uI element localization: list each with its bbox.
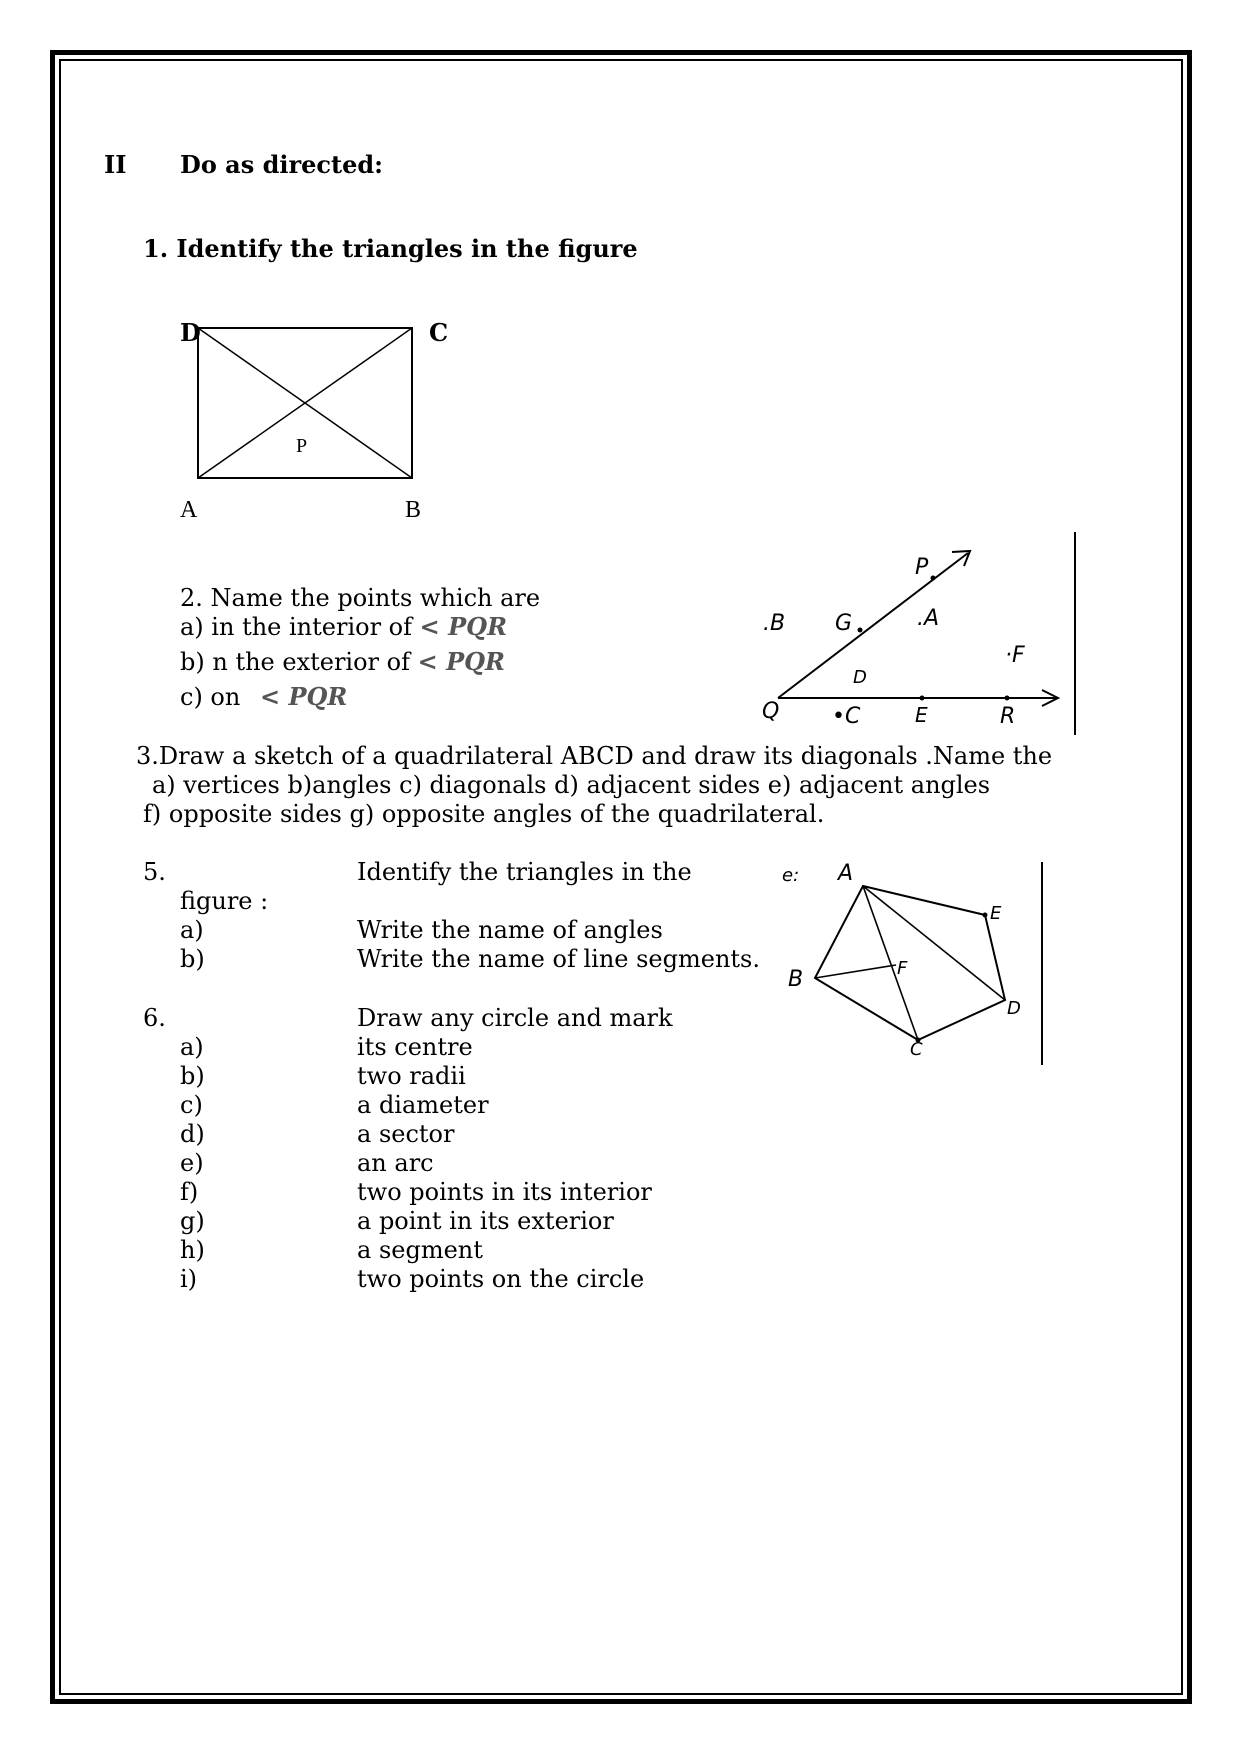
fig-label-a: .A	[917, 606, 940, 631]
q6-item-c-text: a diameter	[357, 1091, 489, 1119]
fig-label-c: •C	[832, 704, 861, 729]
q6-text: Draw any circle and mark	[357, 1004, 673, 1032]
rect-label-b: B	[405, 497, 422, 523]
fig-label-p: P	[915, 555, 929, 580]
q5-number: 5.	[143, 858, 166, 886]
fig-label-r: R	[1000, 704, 1016, 729]
q5-item-b-label: b)	[180, 945, 205, 973]
rect-label-a: A	[180, 497, 198, 523]
q6-item-e-label: e)	[180, 1149, 204, 1177]
pent-prefix: e:	[782, 865, 800, 886]
q6-item-b-text: two radii	[357, 1062, 466, 1090]
q6-item-g-label: g)	[180, 1207, 205, 1235]
rect-label-c: C	[429, 318, 449, 347]
fig-label-q: Q	[762, 699, 780, 724]
fig-label-d: D	[853, 667, 867, 688]
q2-angle-b: < PQR	[417, 647, 506, 676]
section-title: Do as directed:	[180, 150, 384, 179]
q6-item-f-text: two points in its interior	[357, 1178, 652, 1206]
q5-item-b-text: Write the name of line segments.	[357, 945, 760, 973]
q6-item-h-label: h)	[180, 1236, 205, 1264]
fig-label-e: E	[915, 703, 928, 727]
pent-label-f: F	[897, 958, 908, 979]
q5-item-a-text: Write the name of angles	[357, 916, 663, 944]
fig-label-f: ·F	[1005, 643, 1025, 668]
pent-label-d: D	[1007, 998, 1021, 1019]
fig-label-g: G	[835, 611, 853, 636]
q6-item-a-text: its centre	[357, 1033, 473, 1061]
q6-item-d-label: d)	[180, 1120, 205, 1148]
q6-item-c-label: c)	[180, 1091, 203, 1119]
q2-line-a-text: a) in the interior of	[180, 613, 413, 641]
fig-label-b: .B	[763, 611, 786, 636]
q3-line-1: 3.Draw a sketch of a quadrilateral ABCD and draw its diagonals .Name the	[136, 742, 1053, 770]
q2-line-c-text: c) on	[180, 683, 241, 711]
rect-label-d: D	[180, 318, 201, 347]
pent-label-c: C	[910, 1039, 923, 1060]
q6-item-b-label: b)	[180, 1062, 205, 1090]
q5-text: Identify the triangles in the	[357, 858, 692, 886]
q6-item-f-label: f)	[180, 1178, 199, 1206]
q6-item-i-label: i)	[180, 1265, 198, 1293]
q5-text-2: figure :	[180, 887, 269, 915]
q2-line-b-text: b) n the exterior of	[180, 648, 410, 676]
q6-item-d-text: a sector	[357, 1120, 455, 1148]
q3-line-2: a) vertices b)angles c) diagonals d) adjacent sides e) adjacent angles	[152, 771, 991, 799]
q5-item-a-label: a)	[180, 916, 204, 944]
rect-label-p: P	[296, 435, 308, 457]
q6-item-a-label: a)	[180, 1033, 204, 1061]
q1-text: 1. Identify the triangles in the figure	[143, 234, 638, 263]
pent-label-a: A	[838, 861, 854, 886]
q2-angle-a: < PQR	[419, 612, 508, 641]
q6-item-i-text: two points on the circle	[357, 1265, 645, 1293]
q2-intro: 2. Name the points which are	[180, 584, 541, 612]
pent-label-e: E	[990, 903, 1002, 924]
q6-item-h-text: a segment	[357, 1236, 483, 1264]
q2-angle-c: < PQR	[259, 682, 348, 711]
q6-number: 6.	[143, 1004, 166, 1032]
q6-item-g-text: a point in its exterior	[357, 1207, 614, 1235]
pent-label-b: B	[788, 967, 804, 992]
q3-line-3: f) opposite sides g) opposite angles of the quadrilateral.	[143, 800, 825, 828]
section-numeral: II	[104, 150, 127, 179]
q6-item-e-text: an arc	[357, 1149, 434, 1177]
